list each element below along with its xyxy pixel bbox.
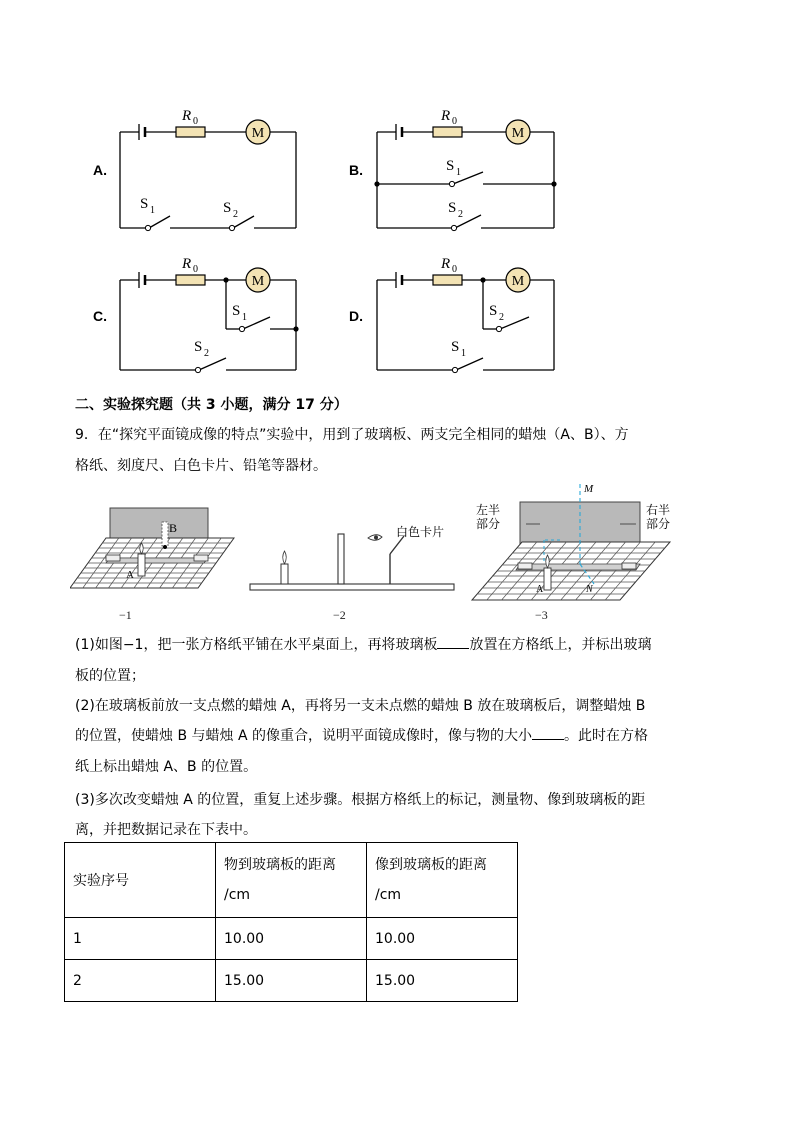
s2-label: S (194, 339, 203, 355)
table-cell: 10.00 (367, 918, 518, 960)
motor-label: M (511, 126, 525, 141)
motor-label: M (251, 126, 265, 141)
candle-b-label: B (169, 521, 178, 535)
s1-label: S (446, 158, 455, 174)
figure-3-glass-halves (470, 480, 678, 604)
s1-label: S (140, 196, 149, 212)
figure-2-side-view (248, 510, 464, 596)
part-2-line-2 (75, 721, 648, 751)
part-3-line-2: 离，并把数据记录在下表中。 (75, 822, 257, 838)
right-half-label-2: 部分 (646, 517, 671, 531)
part-1-text-b: 放置在方格纸上，并标出玻璃 (469, 637, 652, 653)
s1-subscript: 1 (242, 312, 247, 323)
part-1-text-a: (1)如图−1，把一张方格纸平铺在水平桌面上，再将玻璃板 (75, 637, 438, 653)
data-table (64, 842, 518, 1002)
s2-subscript: 2 (458, 209, 463, 220)
section-title: 二、实验探究题（共 3 小题，满分 17 分） (75, 397, 348, 413)
table-row (65, 960, 518, 1002)
option-b-label: B. (349, 162, 363, 178)
table-cell: 10.00 (216, 918, 367, 960)
r0-subscript: 0 (452, 116, 457, 127)
s1-subscript: 1 (461, 348, 466, 359)
table-header-row (65, 843, 518, 918)
table-cell: 2 (65, 960, 216, 1002)
table-cell: 15.00 (367, 960, 518, 1002)
s1-label: S (451, 339, 460, 355)
right-half-label-1: 右半 (646, 503, 671, 517)
motor-label: M (511, 274, 525, 289)
motor-label: M (251, 274, 265, 289)
option-d-label: D. (349, 308, 363, 324)
circuit-c-diagram (110, 248, 310, 378)
part-2-line-1: (2)在玻璃板前放一支点燃的蜡烛 A，再将另一支未点燃的蜡烛 B 放在玻璃板后，调整蜡烛 B (75, 698, 646, 714)
s2-subscript: 2 (499, 312, 504, 323)
option-c-label: C. (93, 308, 107, 324)
r0-label: R (441, 108, 451, 124)
figure-1-caption: −1 (119, 608, 132, 622)
s2-label: S (448, 200, 457, 216)
axis-m-label: M (584, 483, 594, 495)
figure-1-glass-grid (70, 500, 242, 596)
candle-a-label: A (126, 569, 134, 581)
r0-subscript: 0 (193, 116, 198, 127)
answer-blank-2[interactable] (532, 739, 564, 740)
circuit-d-diagram (367, 248, 567, 378)
left-half-label-2: 部分 (476, 517, 501, 531)
r0-subscript: 0 (452, 264, 457, 275)
s1-label: S (232, 303, 241, 319)
table-header-cell: 实验序号 (65, 843, 216, 918)
figure-3-caption: −3 (535, 608, 548, 622)
s1-subscript: 1 (456, 167, 461, 178)
question-stem-line-2: 格纸、刻度尺、白色卡片、铅笔等器材。 (75, 458, 327, 474)
s1-subscript: 1 (150, 205, 155, 216)
part-3-line-1: (3)多次改变蜡烛 A 的位置，重复上述步骤。根据方格纸上的标记，测量物、像到玻璃板的距 (75, 792, 646, 808)
answer-blank-1[interactable] (437, 648, 469, 649)
figure-2-caption: −2 (333, 608, 346, 622)
part-2-line-3: 纸上标出蜡烛 A、B 的位置。 (75, 759, 258, 775)
circuit-b-diagram (367, 100, 567, 235)
s2-label: S (489, 303, 498, 319)
s2-subscript: 2 (204, 348, 209, 359)
table-cell: 1 (65, 918, 216, 960)
r0-subscript: 0 (193, 264, 198, 275)
part-1-line-2: 板的位置； (75, 668, 145, 684)
question-stem-line-1: 9．在“探究平面镜成像的特点”实验中，用到了玻璃板、两支完全相同的蜡烛（A、B）、方 (75, 427, 629, 443)
table-header-cell: 像到玻璃板的距离 /cm (367, 843, 518, 918)
left-half-label-1: 左半 (476, 503, 501, 517)
part-2-text-c: 。此时在方格 (563, 728, 648, 744)
s2-subscript: 2 (233, 209, 238, 220)
table-cell: 15.00 (216, 960, 367, 1002)
option-a-label: A. (93, 162, 107, 178)
r0-label: R (182, 256, 192, 272)
r0-label: R (182, 108, 192, 124)
s2-label: S (223, 200, 232, 216)
part-2-text-b: 的位置，使蜡烛 B 与蜡烛 A 的像重合，说明平面镜成像时，像与物的大小 (75, 728, 532, 744)
table-header-cell: 物到玻璃板的距离 /cm (216, 843, 367, 918)
white-card-label: 白色卡片 (396, 525, 445, 539)
table-row (65, 918, 518, 960)
axis-n-label: N (586, 584, 593, 595)
part-1-line-1 (75, 630, 651, 660)
circuit-a-diagram (110, 100, 310, 235)
candle-a-label: A (536, 584, 544, 595)
r0-label: R (441, 256, 451, 272)
